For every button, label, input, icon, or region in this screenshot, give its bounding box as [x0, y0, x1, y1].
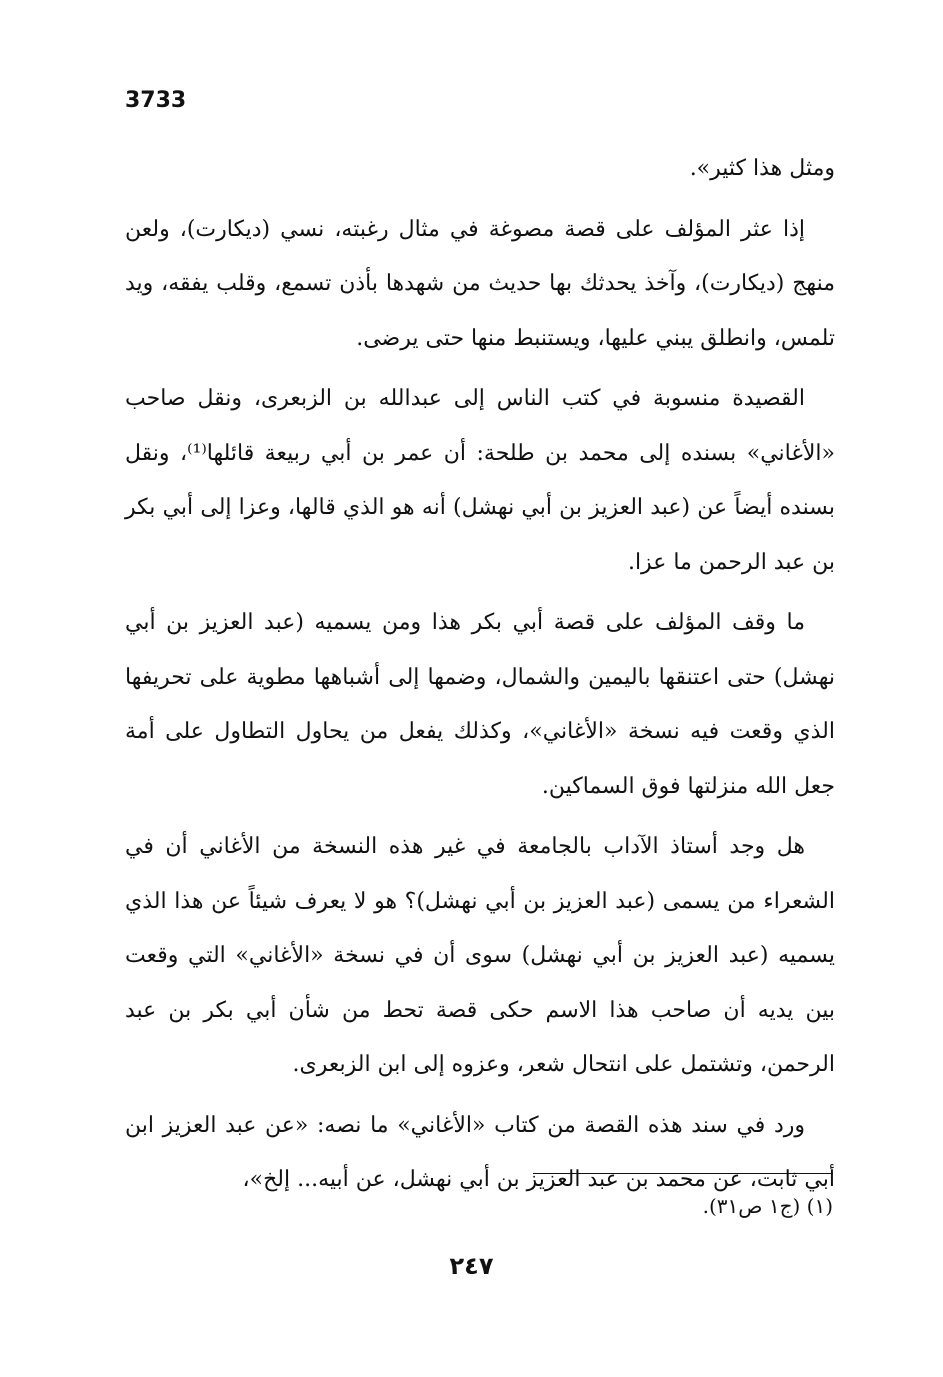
- page-number: ٢٤٧: [449, 1252, 494, 1280]
- paragraph: القصيدة منسوبة في كتب الناس إلى عبدالله بن الزبعرى، ونقل صاحب «الأغاني» بسنده إلى محمد بن طلحة: أن عمر بن أبي ربيعة قائلها⁽¹⁾، ونقل بسنده أيضاً عن (عبد العزيز بن أبي نهشل) أنه هو الذي قالها، وعزا إلى أبي بكر بن عبد الرحمن ما عزا.: [125, 386, 835, 575]
- body-text: [125, 142, 835, 1214]
- paragraph: ومثل هذا كثير».: [689, 156, 835, 181]
- footnote-divider: [533, 1173, 833, 1174]
- paragraph: ما وقف المؤلف على قصة أبي بكر هذا ومن يسميه (عبد العزيز بن أبي نهشل) حتى اعتنقها باليمين والشمال، وضمها إلى أشباهها مطوية على تحريفها الذي وقعت فيه نسخة «الأغاني»، وكذلك يفعل من يحاول التطاول على أمة جعل الله منزلتها فوق السماكين.: [125, 610, 835, 799]
- paragraph: إذا عثر المؤلف على قصة مصوغة في مثال رغبته، نسي (ديكارت)، ولعن منهج (ديكارت)، وآخذ يحدثك بها حديث من شهدها بأذن تسمع، وقلب يفقه، ويد تلمس، وانطلق يبني عليها، ويستنبط منها حتى يرضى.: [125, 216, 835, 351]
- page-id: 3733: [125, 88, 187, 113]
- footnote: (١) (ج١ ص٣١).: [702, 1194, 833, 1218]
- paragraph: هل وجد أستاذ الآداب بالجامعة في غير هذه النسخة من الأغاني أن في الشعراء من يسمى (عبد العزيز بن أبي نهشل)؟ هو لا يعرف شيئاً عن هذا الذي يسميه (عبد العزيز بن أبي نهشل) سوى أن في نسخة «الأغاني» التي وقعت بين يديه أن صاحب هذا الاسم حكى قصة تحط من شأن أبي بكر بن عبد الرحمن، وتشتمل على انتحال شعر، وعزوه إلى ابن الزبعرى.: [125, 834, 835, 1077]
- paragraph: ورد في سند هذه القصة من كتاب «الأغاني» ما نصه: «عن عبد العزيز ابن أبي ثابت، عن محمد بن عبد العزيز بن أبي نهشل، عن أبيه... إلخ»،: [125, 1112, 835, 1192]
